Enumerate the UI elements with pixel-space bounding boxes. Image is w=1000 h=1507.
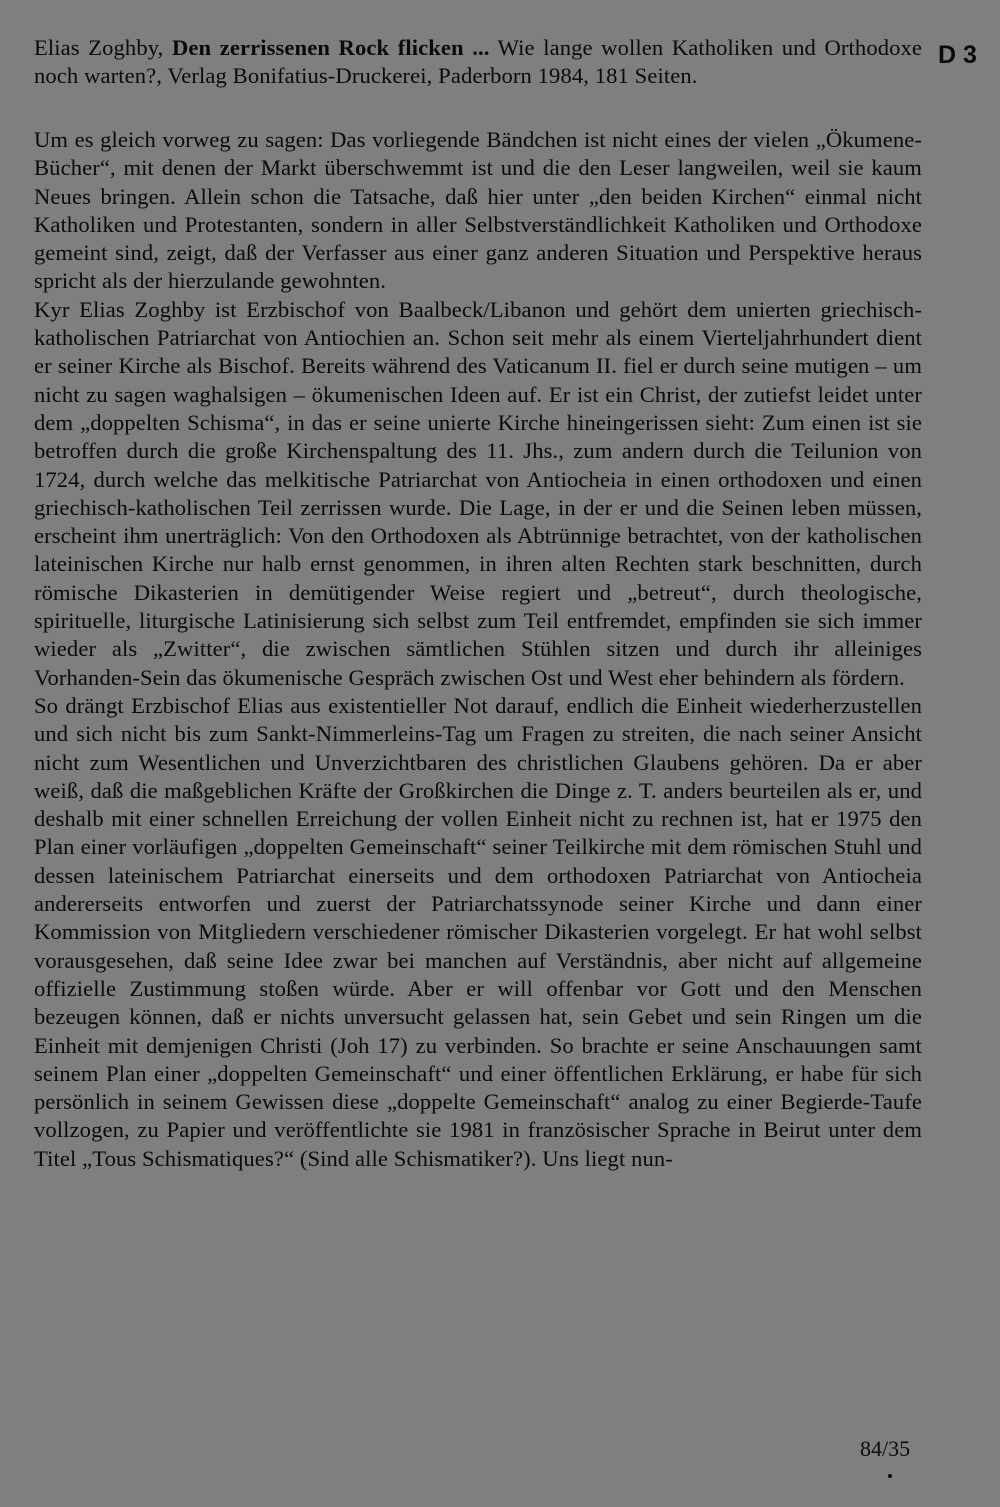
review-body xyxy=(34,126,922,1173)
author-name: Elias Zoghby, xyxy=(34,35,164,60)
paragraph: Um es gleich vorweg zu sagen: Das vorliegende Bändchen ist nicht eines der vielen „Ökumene-Bücher“, mit denen der Markt überschwemmt ist und die den Leser langweilen, weil sie kaum Neues bringen. Allein schon die Tatsache, daß hier unter „den beiden Kirchen“ einmal nicht Katholiken und Protestanten, sondern in aller Selbstverständlichkeit Katholiken und Orthodoxe gemeint sind, zeigt, daß der Verfasser aus einer ganz anderen Situation und Perspektive heraus spricht als der hierzulande gewohnten. xyxy=(34,127,922,294)
paragraph: Kyr Elias Zoghby ist Erzbischof von Baalbeck/Libanon und gehört dem unierten griechisch-katholischen Patriarchat von Antiochien an. Schon seit mehr als einem Vierteljahrhundert dient er seiner Kirche als Bischof. Bereits während des Vaticanum II. fiel er durch seine mutigen – um nicht zu sagen waghalsigen – ökumenischen Ideen auf. Er ist ein Christ, der zutiefst leidet unter dem „doppelten Schisma“, in das er seine unierte Kirche hineingerissen sieht: Zum einen ist sie betroffen durch die große Kirchenspaltung des 11. Jhs., zum andern durch die Teilunion von 1724, durch welche das melkitische Patriarchat von Antiocheia in einen orthodoxen und einen griechisch-katholischen Teil zerrissen wurde. Die Lage, in der er und die Seinen leben müssen, erscheint ihm unerträglich: Von den Orthodoxen als Abtrünnige betrachtet, von der katholischen lateinischen Kirche nur halb ernst genommen, in ihren alten Rechten stark beschnitten, durch römische Dikasterien in demütigender Weise regiert und „betreut“, durch theologische, spirituelle, liturgische Latinisierung sich selbst zum Teil entfremdet, empfinden sie sich immer wieder als „Zwitter“, die zwischen sämtlichen Stühlen sitzen und durch ihr alleiniges Vorhanden-Sein das ökumenische Gespräch zwischen Ost und West eher behindern als fördern. xyxy=(34,296,922,690)
print-mark xyxy=(888,1474,892,1478)
review-page xyxy=(34,34,922,1173)
book-subtitle: Wie lange wollen Katholiken und Orthodoxe noch warten?, xyxy=(34,35,923,88)
publisher-info: Verlag Bonifatius-Druckerei, Paderborn 1984, 181 Seiten. xyxy=(167,63,698,88)
book-title: Den zerrissenen Rock flicken ... xyxy=(171,35,490,60)
page-number: 84/35 xyxy=(860,1436,911,1461)
bibliographic-header xyxy=(34,34,922,90)
section-code: D 3 xyxy=(938,41,977,69)
paragraph: So drängt Erzbischof Elias aus existentieller Not darauf, endlich die Einheit wiederherzustellen und sich nicht bis zum Sankt-Nimmerleins-Tag um Fragen zu streiten, die nach seiner Ansicht nicht zum Wesentlichen und Unverzichtbaren des christlichen Glaubens gehören. Da er aber weiß, daß die maßgeblichen Kräfte der Großkirchen die Dinge z. T. anders beurteilen als er, und deshalb mit einer schnellen Erreichung der vollen Einheit nicht zu rechnen ist, hat er 1975 den Plan einer vorläufigen „doppelten Gemeinschaft“ seiner Teilkirche mit dem römischen Stuhl und dessen lateinischem Patriarchat einerseits und dem orthodoxen Patriarchat von Antiocheia andererseits entworfen und zuerst der Patriarchatssynode seiner Kirche und dann einer Kommission von Mitgliedern verschiedener römischer Dikasterien vorgelegt. Er hat wohl selbst vorausgesehen, daß seine Idee zwar bei manchen auf Verständnis, aber nicht auf allgemeine offizielle Zustimmung stoßen würde. Aber er will offenbar vor Gott und den Menschen bezeugen können, daß er nichts unversucht gelassen hat, sein Gebet und sein Ringen um die Einheit mit demjenigen Christi (Joh 17) zu verbinden. So brachte er seine Anschauungen samt seinem Plan einer „doppelten Gemeinschaft“ und einer öffentlichen Erklärung, er habe für sich persönlich in seinem Gewissen diese „doppelte Gemeinschaft“ analog zu einer Begierde-Taufe vollzogen, zu Papier und veröffentlichte sie 1981 in französischer Sprache in Beirut unter dem Titel „Tous Schismatiques?“ (Sind alle Schismatiker?). Uns liegt nun- xyxy=(34,692,922,1171)
